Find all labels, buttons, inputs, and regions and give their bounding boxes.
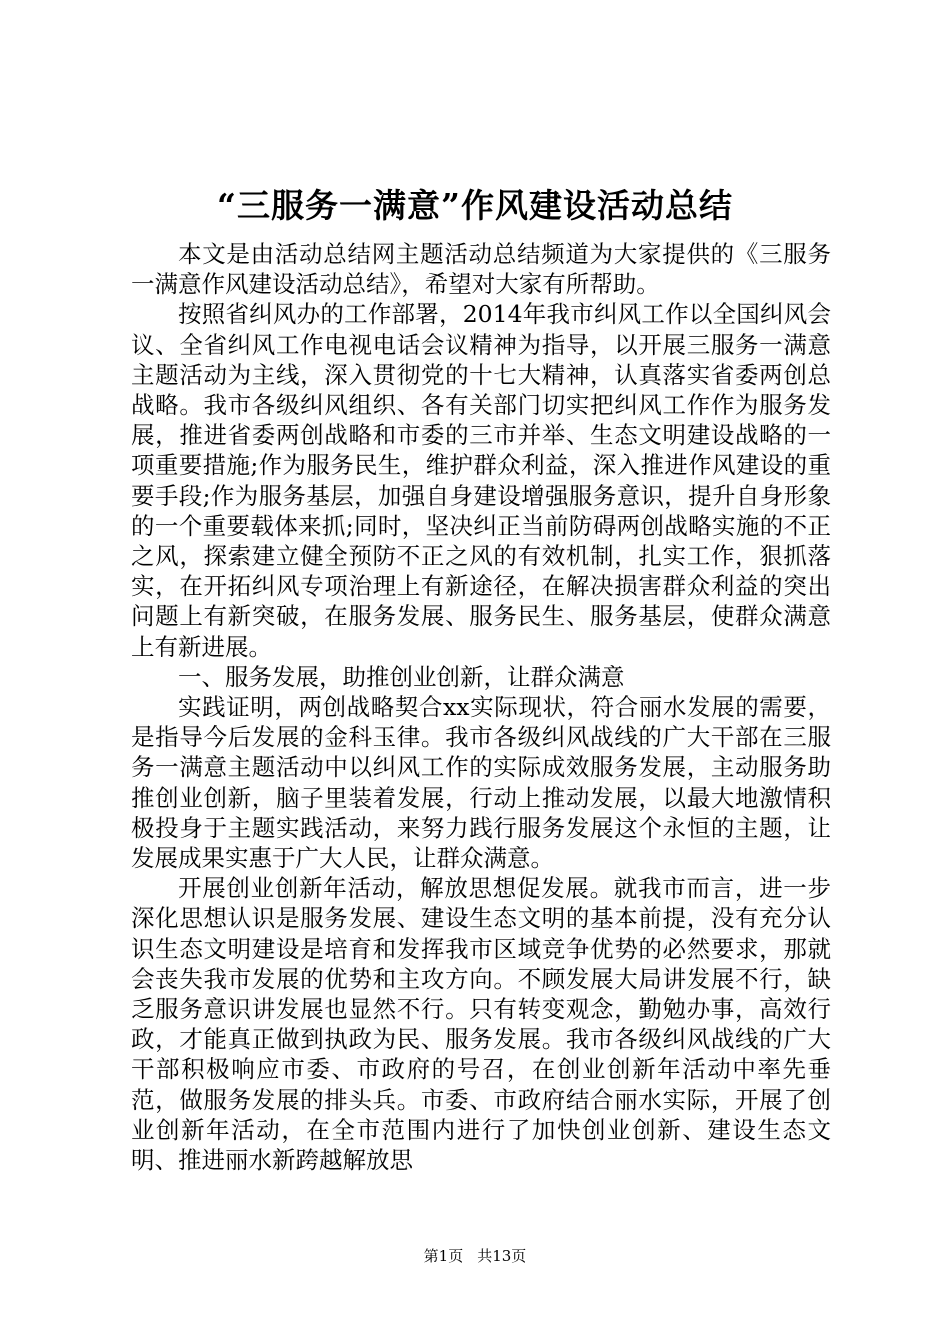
section-heading-1: 一、服务发展，助推创业创新，让群众满意 bbox=[178, 662, 625, 691]
document-title: “三服务一满意”作风建设活动总结 bbox=[217, 186, 733, 225]
page-number: 第1页 bbox=[423, 1247, 464, 1265]
document-body bbox=[131, 239, 831, 1175]
page-footer bbox=[0, 1246, 950, 1266]
page-total: 共13页 bbox=[477, 1247, 527, 1265]
paragraph-overview: 按照省纠风办的工作部署，2014年我市纠风工作以全国纠风会议、全省纠风工作电视电话会议精神为指导，以开展三服务一满意主题活动为主线，深入贯彻党的十七大精神，认真落实省委两创总战略。我市各级纠风组织、各有关部门切实把纠风工作作为服务发展，推进省委两创战略和市委的三市并举、生态文明建设战略的一项重要措施;作为服务民生，维护群众利益，深入推进作风建设的重要手段;作为服务基层，加强自身建设增强服务意识，提升自身形象的一个重要载体来抓;同时，坚决纠正当前防碍两创战略实施的不正之风，探索建立健全预防不正之风的有效机制，扎实工作，狠抓落实，在开拓纠风专项治理上有新途径，在解决损害群众利益的突出问题上有新突破，在服务发展、服务民生、服务基层，使群众满意上有新进展。 bbox=[131, 300, 831, 661]
paragraph-activity: 开展创业创新年活动，解放思想促发展。就我市而言，进一步深化思想认识是服务发展、建设生态文明的基本前提，没有充分认识生态文明建设是培育和发挥我市区域竞争优势的必然要求，那就会丧失我市发展的优势和主攻方向。不顾发展大局讲发展不行，缺乏服务意识讲发展也显然不行。只有转变观念，勤勉办事，高效行政，才能真正做到执政为民、服务发展。我市各级纠风战线的广大干部积极响应市委、市政府的号召，在创业创新年活动中率先垂范，做服务发展的排头兵。市委、市政府结合丽水实际，开展了创业创新年活动，在全市范围内进行了加快创业创新、建设生态文明、推进丽水新跨越解放思 bbox=[131, 874, 831, 1175]
paragraph-intro: 本文是由活动总结网主题活动总结频道为大家提供的《三服务一满意作风建设活动总结》，希望对大家有所帮助。 bbox=[131, 240, 831, 299]
paragraph-practice: 实践证明，两创战略契合xx实际现状，符合丽水发展的需要，是指导今后发展的金科玉律。我市各级纠风战线的广大干部在三服务一满意主题活动中以纠风工作的实际成效服务发展，主动服务助推创业创新，脑子里装着发展，行动上推动发展，以最大地激情积极投身于主题实践活动，来努力践行服务发展这个永恒的主题，让发展成果实惠于广大人民，让群众满意。 bbox=[131, 693, 831, 873]
